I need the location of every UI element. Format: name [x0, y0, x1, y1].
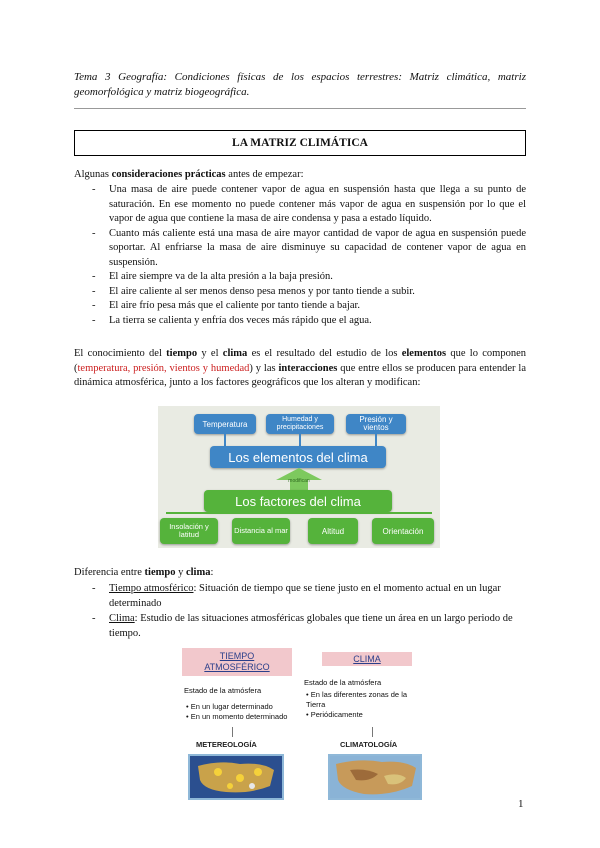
- intro-after: antes de empezar:: [225, 169, 304, 180]
- list-item: - Cuanto más caliente está una masa de aire mayor cantidad de vapor de agua en suspensión puede soportar. Al enfriarse la masa de aire disminuye su capacidad de contener vapor de agua en suspensión.: [92, 227, 526, 271]
- text-run: que entre ellos se producen para entender la dinámica atmosférica, junto a los factores geográficos que los alteran y modifican:: [74, 362, 526, 388]
- difference-line: [74, 566, 526, 581]
- page-number: 1: [518, 798, 524, 810]
- list-item: • En las diferentes zonas de la Tierra: [306, 690, 408, 709]
- definition-text: : Situación de tiempo que se tiene justo en el momento actual en un lugar determinado: [109, 583, 501, 609]
- connector-line: [375, 434, 377, 446]
- section-title: LA MATRIZ CLIMÁTICA: [74, 130, 526, 156]
- clima-title: CLIMA: [353, 654, 381, 664]
- text-run: El conocimiento del: [74, 348, 167, 359]
- meteorology-label: METEREOLOGÍA: [196, 740, 257, 749]
- intro-bold: consideraciones prácticas: [111, 169, 226, 180]
- list-item: • Periódicamente: [306, 710, 363, 719]
- climate-elements-diagram: [158, 406, 440, 548]
- list-item: • En un momento determinado: [186, 712, 288, 721]
- bold-clima: clima: [222, 348, 248, 359]
- considerations-list: [92, 183, 526, 328]
- tiempo-title: TIEMPO ATMOSFÉRICO: [204, 651, 270, 672]
- text-run: es el resultado del estudio de los: [247, 348, 402, 359]
- climate-map-icon: [330, 756, 420, 798]
- elements-title-box: Los elementos del clima: [210, 446, 386, 468]
- text-run: y el: [197, 348, 223, 359]
- bold-tiempo: tiempo: [144, 567, 176, 578]
- list-item: - La tierra se calienta y enfría dos veces más rápido que el agua.: [92, 314, 526, 329]
- list-item: • En un lugar determinado: [186, 702, 273, 711]
- list-item: - El aire frío pesa más que el caliente por tanto tiende a bajar.: [92, 299, 526, 314]
- text-run: ) y las: [249, 362, 279, 374]
- list-item: - El aire siempre va de la alta presión a la baja presión.: [92, 270, 526, 285]
- header-divider: [74, 108, 526, 109]
- definition-term: Tiempo atmosférico: [109, 583, 194, 594]
- bold-tiempo: tiempo: [166, 348, 198, 359]
- factor-box: Insolación y latitud: [160, 518, 218, 544]
- weather-map-image: [188, 754, 284, 800]
- definitions-list: [92, 581, 526, 641]
- connector-line: [166, 512, 432, 514]
- tiempo-subtitle: Estado de la atmósfera: [184, 686, 262, 695]
- definition-term: Clima: [109, 613, 135, 624]
- tiempo-tag: [182, 648, 292, 676]
- clima-tag: [322, 652, 412, 666]
- connector-line: [299, 434, 301, 446]
- element-box: Humedad y precipitaciones: [266, 414, 334, 434]
- list-item: - El aire caliente al ser menos denso pesa menos y por tanto tiende a subir.: [92, 285, 526, 300]
- connector-line: [372, 727, 373, 737]
- arrow-label: modifican: [288, 478, 310, 484]
- bold-elementos: elementos: [401, 348, 447, 359]
- list-item: - Una masa de aire puede contener vapor de agua en suspensión hasta que llega a su punto de saturación. En ese momento no puede contener más vapor de agua en suspensión por lo que el vapor de agua que contiene la masa de aire condensa y pasa a estado líquido.: [92, 183, 526, 227]
- item-text: Periódicamente: [310, 710, 363, 719]
- climate-map-image: [328, 754, 422, 800]
- highlighted-elements: temperatura, presión, vientos y humedad: [77, 362, 250, 374]
- climatology-label: CLIMATOLOGÍA: [340, 740, 398, 749]
- connector-line: [232, 727, 233, 737]
- factor-box: Distancia al mar: [232, 518, 290, 544]
- item-text: En un lugar determinado: [190, 702, 273, 711]
- weather-climate-comparison: [176, 646, 426, 796]
- bold-clima: clima: [185, 567, 211, 578]
- element-box: Presión y vientos: [346, 414, 406, 434]
- text-run: Diferencia entre: [74, 567, 145, 578]
- item-text: En las diferentes zonas de la Tierra: [306, 690, 408, 709]
- clima-items: [306, 690, 418, 720]
- text-run: :: [210, 567, 214, 578]
- text-run: que lo componen (: [74, 348, 526, 374]
- text-run: y: [175, 567, 186, 578]
- list-item: [92, 581, 526, 611]
- intro-line: [74, 168, 526, 183]
- factor-box: Altitud: [308, 518, 358, 544]
- intro-before: Algunas: [74, 169, 112, 180]
- clima-subtitle: Estado de la atmósfera: [304, 678, 382, 687]
- tiempo-items: [186, 702, 304, 722]
- factors-title-box: Los factores del clima: [204, 490, 392, 512]
- connector-line: [224, 434, 226, 446]
- bold-interacciones: interacciones: [278, 362, 338, 374]
- document-header: Tema 3 Geografía: Condiciones físicas de los espacios terrestres: Matriz climática, matriz geomorfológica y matriz biogeográfica.: [74, 71, 526, 98]
- list-item: [92, 611, 526, 641]
- factor-box: Orientación: [372, 518, 434, 544]
- element-box: Temperatura: [194, 414, 256, 434]
- weather-map-icon: [190, 756, 282, 798]
- definition-text: : Estudio de las situaciones atmosféricas globales que tiene un área en un largo periodo de tiempo.: [109, 613, 513, 639]
- item-text: En un momento determinado: [190, 712, 288, 721]
- climate-paragraph: [74, 347, 526, 391]
